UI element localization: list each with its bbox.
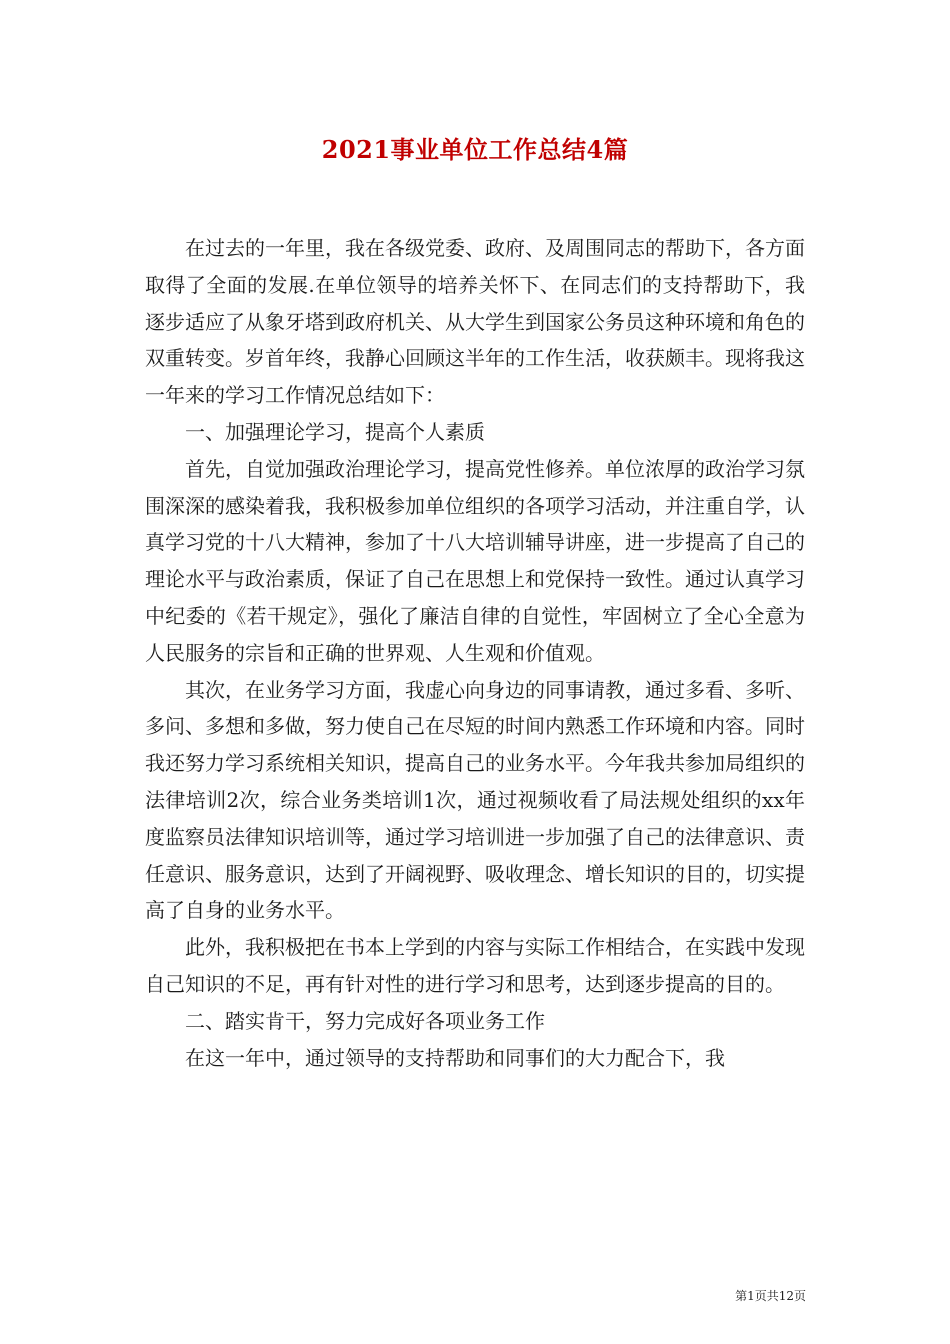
page-number-footer: 第1页共12页 bbox=[735, 1289, 806, 1303]
document-body bbox=[145, 230, 805, 1076]
paragraph-practice: 此外，我积极把在书本上学到的内容与实际工作相结合，在实践中发现自己知识的不足，再有针对性的进行学习和思考，达到逐步提高的目的。 bbox=[145, 935, 805, 996]
paragraph-theory-study: 首先，自觉加强政治理论学习，提高党性修养。单位浓厚的政治学习氛围深深的感染着我，我积极参加单位组织的各项学习活动，并注重自学，认真学习党的十八大精神，参加了十八大培训辅导讲座，进一步提高了自己的理论水平与政治素质，保证了自己在思想上和党保持一致性。通过认真学习中纪委的《若干规定》，强化了廉洁自律的自觉性，牢固树立了全心全意为人民服务的宗旨和正确的世界观、人生观和价值观。 bbox=[145, 456, 805, 665]
section-heading-1: 一、加强理论学习，提高个人素质 bbox=[185, 419, 485, 444]
section-heading-2: 二、踏实肯干，努力完成好各项业务工作 bbox=[185, 1008, 545, 1033]
paragraph-work-year: 在这一年中，通过领导的支持帮助和同事们的大力配合下，我 bbox=[185, 1045, 725, 1070]
paragraph-business-study: 其次，在业务学习方面，我虚心向身边的同事请教，通过多看、多听、多问、多想和多做，努力使自己在尽短的时间内熟悉工作环境和内容。同时我还努力学习系统相关知识，提高自己的业务水平。今年我共参加局组织的法律培训2次，综合业务类培训1次，通过视频收看了局法规处组织的xx年度监察员法律知识培训等，通过学习培训进一步加强了自己的法律意识、责任意识、服务意识，达到了开阔视野、吸收理念、增长知识的目的，切实提高了自身的业务水平。 bbox=[145, 677, 805, 923]
paragraph-intro: 在过去的一年里，我在各级党委、政府、及周围同志的帮助下，各方面取得了全面的发展.在单位领导的培养关怀下、在同志们的支持帮助下，我逐步适应了从象牙塔到政府机关、从大学生到国家公务员这种环境和角色的双重转变。岁首年终，我静心回顾这半年的工作生活，收获颇丰。现将我这一年来的学习工作情况总结如下： bbox=[145, 236, 805, 408]
document-title: 2021事业单位工作总结4篇 bbox=[321, 135, 629, 164]
